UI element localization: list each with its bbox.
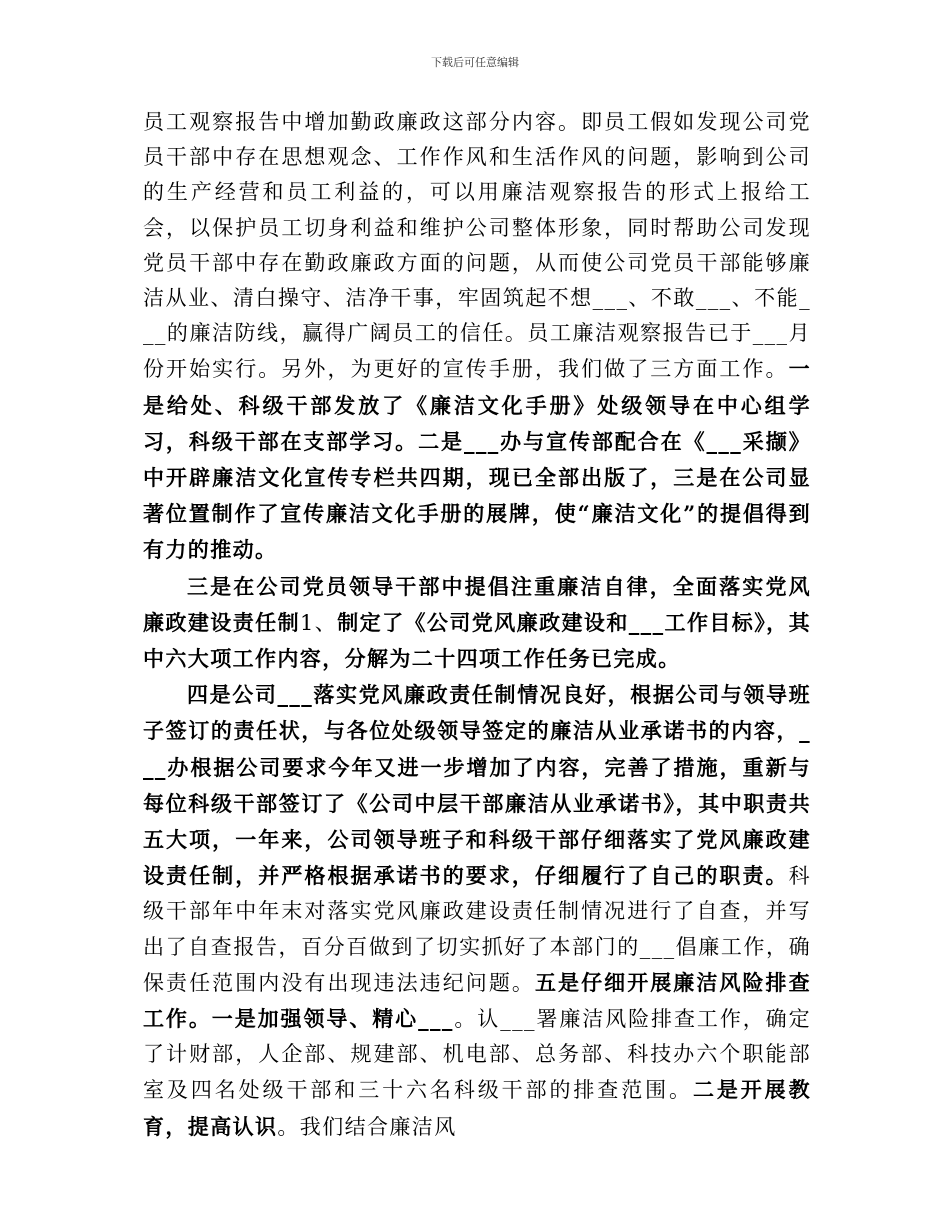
bold-text-run: 二是开展教育，提高认识 xyxy=(143,1077,811,1139)
text-run: 员工观察报告中增加勤政廉政这部分内容。即员工假如发现公司党员干部中存在思想观念、工作作风和生活作风的问题，影响到公司的生产经营和员工利益的，可以用廉洁观察报告的形式上报给工会，以保护员工切身利益和维护公司整体形象，同时帮助公司发现党员干部中存在勤政廉政方面的问题，从而使公司党员干部能够廉洁从业、清白操守、洁净干事，牢固筑起不想___、不敢___、不能___的廉洁防线，赢得广阔员工的信任。员工廉洁观察报告已于___月份开始实行。另外，为更好的宣传手册，我们做了三方面工作。 xyxy=(143,110,811,382)
paragraph-3 xyxy=(143,677,811,1145)
text-run: 1、 xyxy=(300,610,338,635)
paragraph-2 xyxy=(143,569,811,678)
bold-text-run: 一是给处、科级干部发放了《廉洁文化手册》处级领导在中心组学习，科级干部在支部学习。二是___办与宣传部配合在《___采撷》中开辟廉洁文化宣传专栏共四期，现已全部出版了，三是在公司显著位置制作了宣传廉洁文化手册的展牌，使“廉洁文化”的提倡得到有力的推动。 xyxy=(143,356,811,563)
document-body xyxy=(143,105,811,1145)
paragraph-1 xyxy=(143,105,811,569)
text-run: 。我们结合廉洁风 xyxy=(277,1114,457,1139)
text-run: 。认___署廉洁风险排查工作，确定了计财部，人企部、规建部、机电部、总务部、科技办六个职能部室及四名处级干部和三十六名科级干部的排查范围。 xyxy=(143,1007,811,1103)
page-header-note: 下载后可任意编辑 xyxy=(431,56,519,69)
text-run: 科级干部年中年末对落实党风廉政建设责任制情况进行了自查，并写出了自查报告，百分百做到了切实抓好了本部门的___倡廉工作，确保责任范围内没有出现违法违纪问题。 xyxy=(143,864,811,995)
bold-text-run: 三是在公司党员领导干部中提倡注重廉洁自律，全面落实党风廉政建设责任制 xyxy=(143,573,811,635)
bold-text-run: 四是公司___落实党风廉政责任制情况良好，根据公司与领导班子签订的责任状，与各位处级领导签定的廉洁从业承诺书的内容，___办根据公司要求今年又进一步增加了内容，完善了措施，重新与每位科级干部签订了《公司中层干部廉洁从业承诺书》，其中职责共五大项，一年来，公司领导班子和科级干部仔细落实了党风廉政建设责任制，并严格根据承诺书的要求，仔细履行了自己的职责。 xyxy=(143,682,811,889)
bold-text-run: 五是仔细开展廉洁风险排查工作。一是加强领导、精心___ xyxy=(143,969,811,1032)
bold-text-run: 制定了《公司党风廉政建设和___工作目标》，其中六大项工作内容，分解为二十四项工作任务已完成。 xyxy=(143,609,811,672)
